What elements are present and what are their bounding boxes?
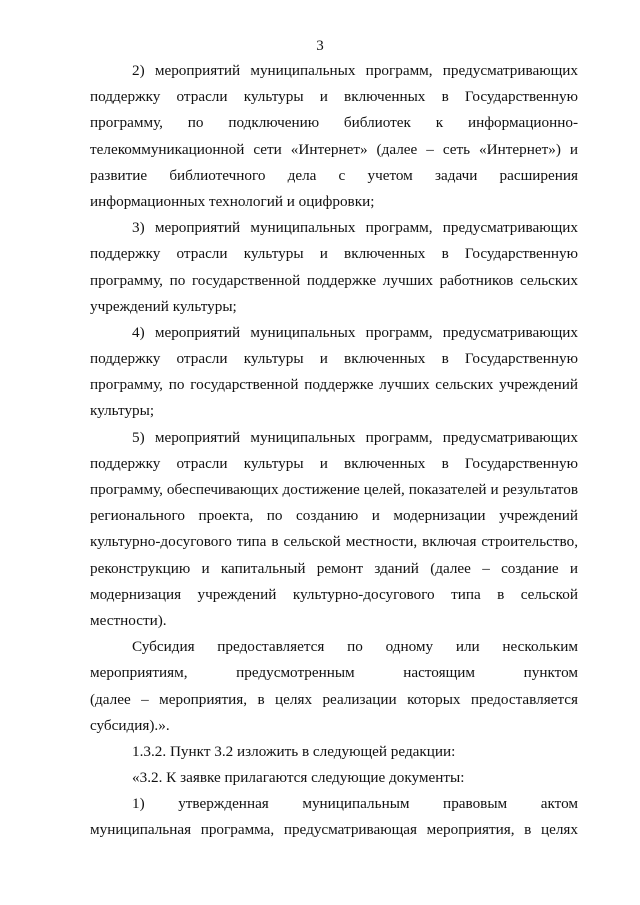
page-number: 3 — [316, 38, 324, 54]
text-line: программу, по государственной поддержке лучших работников сельских — [90, 271, 578, 289]
text-line: субсидия).». — [90, 716, 170, 734]
text-line: местности). — [90, 611, 167, 629]
text-line: информационных технологий и оцифровки; — [90, 192, 375, 210]
text-line: регионального проекта, по созданию и модернизации учреждений — [90, 507, 578, 525]
text-line: Субсидия предоставляется по одному или нескольким — [132, 638, 578, 656]
text-line: 1) утвержденная муниципальным правовым актом — [132, 795, 578, 813]
text-line: 2) мероприятий муниципальных программ, предусматривающих — [132, 62, 578, 79]
text-line: программу, обеспечивающих достижение целей, показателей и результатов — [90, 481, 578, 498]
text-line: мероприятиям, предусмотренным настоящим пунктом — [90, 664, 578, 682]
text-line: «3.2. К заявке прилагаются следующие документы: — [132, 769, 465, 787]
text-line: (далее – мероприятия, в целях реализации которых предоставляется — [90, 690, 578, 708]
paragraph — [90, 425, 578, 635]
text-line: 1.3.2. Пункт 3.2 изложить в следующей редакции: — [132, 742, 456, 760]
text-line: 4) мероприятий муниципальных программ, предусматривающих — [132, 323, 578, 341]
text-line: муниципальная программа, предусматривающая мероприятия, в целях — [90, 821, 578, 839]
text-line: поддержку отрасли культуры и включенных в Государственную — [90, 245, 578, 263]
text-line: программу, по подключению библиотек к информационно- — [90, 114, 578, 132]
text-line: культуры; — [90, 402, 155, 420]
text-line: учреждений культуры; — [90, 297, 237, 315]
text-line: 5) мероприятий муниципальных программ, предусматривающих — [132, 428, 578, 446]
document-body — [90, 58, 578, 844]
text-line: программу, по государственной поддержке лучших сельских учреждений — [90, 376, 578, 394]
text-line: телекоммуникационной сети «Интернет» (далее – сеть «Интернет») и — [90, 140, 578, 158]
text-line: поддержку отрасли культуры и включенных в Государственную — [90, 454, 578, 472]
paragraph — [90, 791, 578, 843]
text-line: культурно-досугового типа в сельской местности, включая строительство, — [90, 533, 578, 551]
paragraph — [90, 320, 578, 425]
text-line: поддержку отрасли культуры и включенных в Государственную — [90, 350, 578, 368]
text-line: поддержку отрасли культуры и включенных в Государственную — [90, 88, 578, 106]
paragraph — [90, 765, 578, 791]
text-line: модернизация учреждений культурно-досугового типа в сельской — [90, 585, 578, 603]
text-line: развитие библиотечного дела с учетом задачи расширения — [90, 166, 578, 184]
paragraph — [90, 739, 578, 765]
paragraph — [90, 215, 578, 320]
paragraph — [90, 58, 578, 215]
text-line: 3) мероприятий муниципальных программ, предусматривающих — [132, 219, 578, 237]
paragraph — [90, 634, 578, 739]
text-line: реконструкцию и капитальный ремонт зданий (далее – создание и — [90, 559, 578, 577]
